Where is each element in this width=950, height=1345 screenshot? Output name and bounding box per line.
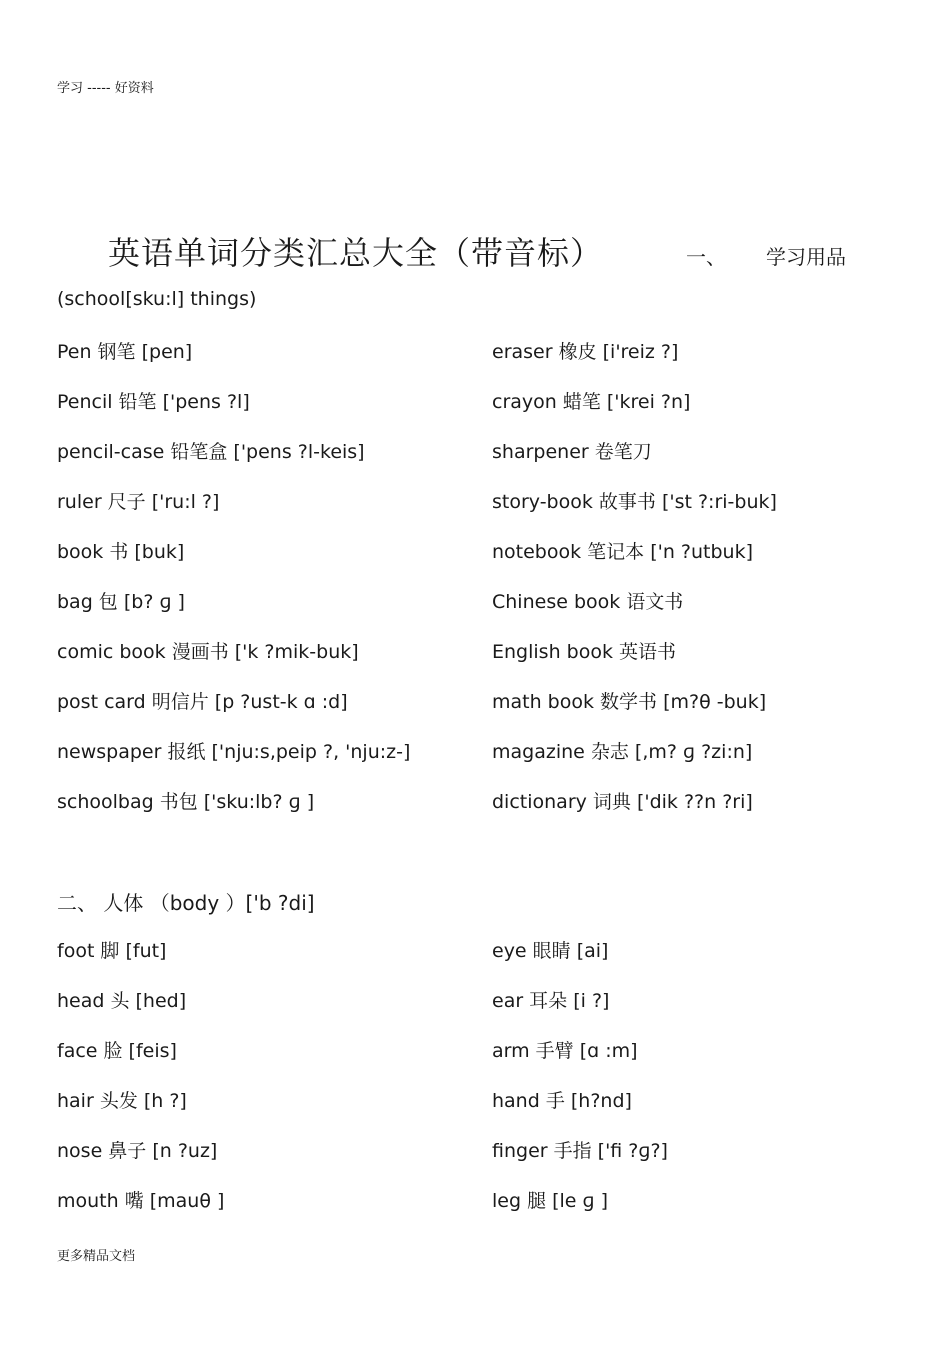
vocab-entry: ruler 尺子 ['ru:l ?]	[57, 491, 220, 513]
vocab-row	[57, 1037, 927, 1087]
vocab-entry: eye 眼睛 [ai]	[492, 940, 609, 962]
vocab-entry: Pencil 铅笔 ['pens ?l]	[57, 391, 250, 413]
section-1-vocab-list	[57, 338, 927, 838]
vocab-row	[57, 1187, 927, 1237]
vocab-row	[57, 538, 927, 588]
vocab-row	[57, 588, 927, 638]
vocab-entry: ear 耳朵 [i ?]	[492, 990, 610, 1012]
vocab-row	[57, 1087, 927, 1137]
page-header: 学习 ----- 好资料	[57, 81, 154, 96]
vocab-entry: Pen 钢笔 [pen]	[57, 341, 193, 363]
vocab-row	[57, 338, 927, 388]
vocab-entry: head 头 [hed]	[57, 990, 187, 1012]
vocab-row	[57, 937, 927, 987]
vocab-entry: comic book 漫画书 ['k ?mik-buk]	[57, 641, 359, 663]
vocab-row	[57, 388, 927, 438]
vocab-row	[57, 638, 927, 688]
vocab-entry: foot 脚 [fut]	[57, 940, 167, 962]
vocab-entry: crayon 蜡笔 ['krei ?n]	[492, 391, 691, 413]
vocab-entry: hand 手 [h?nd]	[492, 1090, 632, 1112]
vocab-entry: leg 腿 [le ɡ ]	[492, 1190, 609, 1212]
title-line	[108, 228, 603, 274]
vocab-entry: nose 鼻子 [n ?uz]	[57, 1140, 218, 1162]
section-1-heading	[686, 241, 846, 270]
vocab-entry: magazine 杂志 [,m? ɡ ?zi:n]	[492, 741, 753, 763]
vocab-entry: book 书 [buk]	[57, 541, 185, 563]
vocab-row	[57, 438, 927, 488]
vocab-row	[57, 688, 927, 738]
vocab-entry: eraser 橡皮 [i'reiz ?]	[492, 341, 679, 363]
section-1-number: 一、	[686, 245, 726, 269]
vocab-entry: face 脸 [feis]	[57, 1040, 177, 1062]
vocab-entry: story-book 故事书 ['st ?:ri-buk]	[492, 491, 777, 513]
vocab-row	[57, 488, 927, 538]
vocab-entry: post card 明信片 [p ?ust-k ɑ :d]	[57, 691, 348, 713]
vocab-entry: arm 手臂 [ɑ :m]	[492, 1040, 638, 1062]
vocab-entry: notebook 笔记本 ['n ?utbuk]	[492, 541, 754, 563]
section-1-label: 学习用品	[766, 245, 846, 269]
vocab-entry: newspaper 报纸 ['nju:s,peip ?, 'nju:z-]	[57, 741, 411, 763]
vocab-entry: finger 手指 ['fi ?ɡ?]	[492, 1140, 668, 1162]
vocab-entry: dictionary 词典 ['dik ??n ?ri]	[492, 791, 753, 813]
page-title: 英语单词分类汇总大全（带音标）	[108, 234, 604, 272]
vocab-entry: bag 包 [b? ɡ ]	[57, 591, 185, 613]
vocab-row	[57, 738, 927, 788]
section-2-vocab-list	[57, 937, 927, 1237]
vocab-entry: mouth 嘴 [mauθ ]	[57, 1190, 225, 1212]
section-1-english: (school[sku:l] things)	[57, 288, 257, 310]
vocab-entry: Chinese book 语文书	[492, 591, 684, 613]
vocab-row	[57, 788, 927, 838]
vocab-row	[57, 987, 927, 1037]
vocab-entry: math book 数学书 [m?θ -buk]	[492, 691, 767, 713]
vocab-entry: hair 头发 [h ?]	[57, 1090, 187, 1112]
vocab-entry: schoolbag 书包 ['sku:lb? ɡ ]	[57, 791, 315, 813]
page-footer: 更多精品文档	[57, 1249, 136, 1264]
vocab-entry: English book 英语书	[492, 641, 676, 663]
vocab-entry: pencil-case 铅笔盒 ['pens ?l-keis]	[57, 441, 365, 463]
vocab-entry: sharpener 卷笔刀	[492, 441, 652, 463]
vocab-row	[57, 1137, 927, 1187]
section-2-heading: 二、 人体 （body ）['b ?di]	[57, 891, 315, 915]
